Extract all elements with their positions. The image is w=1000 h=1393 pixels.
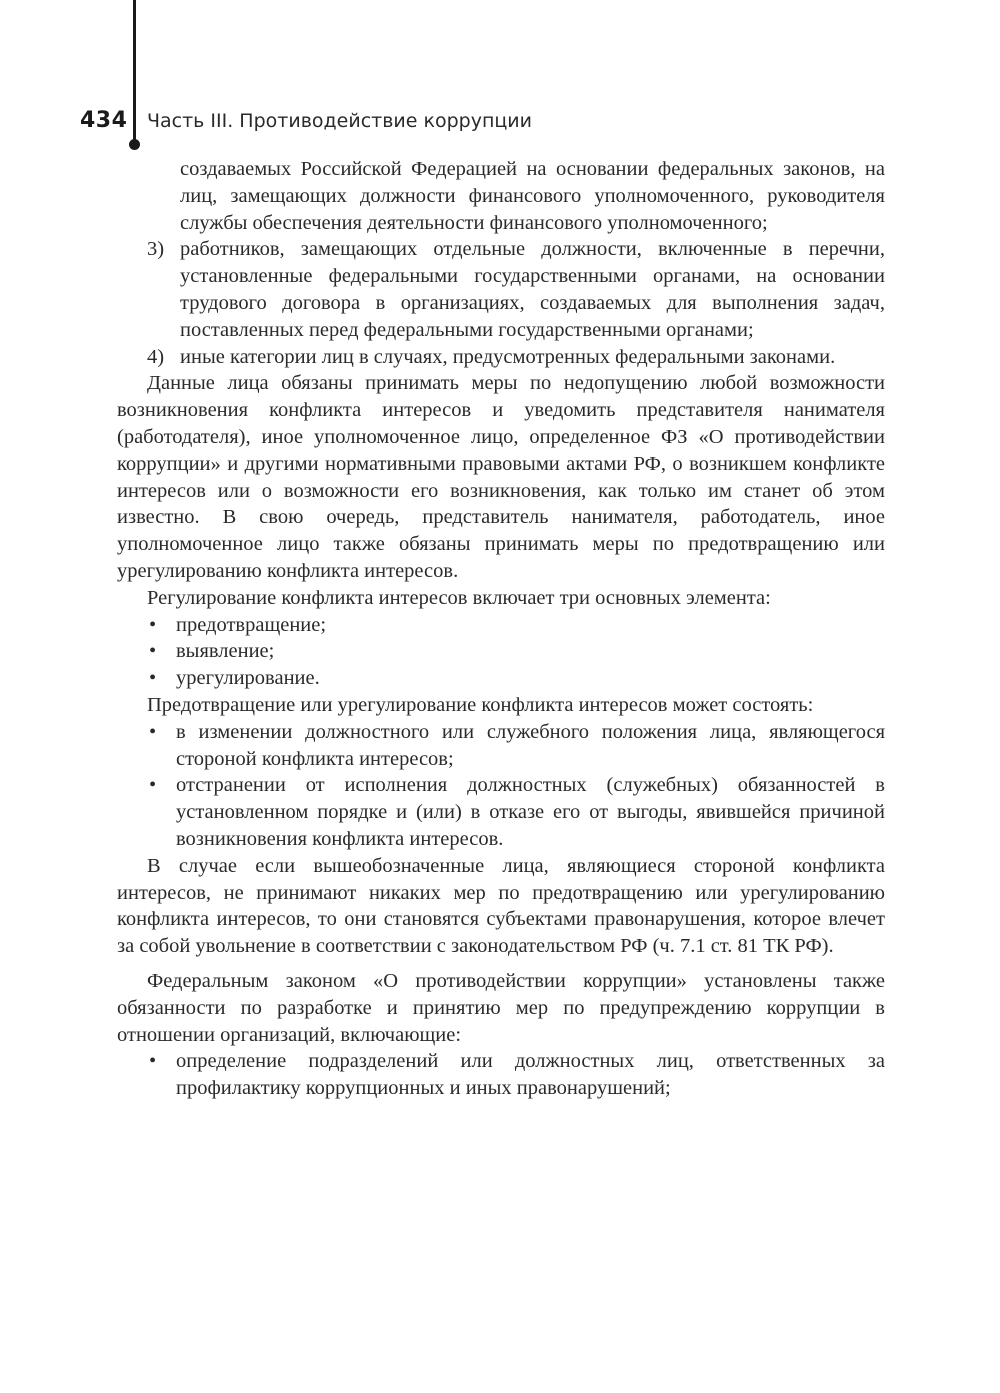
paragraph-federal-law: Федеральным законом «О противодействии коррупции» установлены также обязанности по разработке и принятию мер по предупреждению коррупции в отношении организаций, включающие: [117,969,885,1046]
numbered-item-3 [147,236,885,343]
paragraph-case: В случае если вышеобозначенные лица, являющиеся стороной конфликта интересов, не принимают никаких мер по предотвращению или урегулированию конфликта интересов, то они становятся субъектами правонарушения, которое влечет за собой увольнение в соответствии с законодательством РФ (ч. 7.1 ст. 81 ТК РФ). [117,854,885,958]
bullet-text: определение подразделений или должностных лиц, ответственных за профилактику коррупционных и иных правонарушений; [176,1050,885,1100]
paragraph-duties: Данные лица обязаны принимать меры по недопущению любой возможности возникновения конфликта интересов и уведомить представителя нанимателя (работодателя), иное уполномоченное лицо, определенное ФЗ «О противодействии коррупции» и другими нормативными правовыми актами РФ, о возникшем конфликте интересов или о возможности его возникновения, как только им станет об этом известно. В свою очередь, представитель нанимателя, работодатель, иное уполномоченное лицо также обязаны принимать меры по предотвращению или урегулированию конфликта интересов. [117,372,885,582]
bullet-text: выявление; [176,640,275,663]
continuation-text: создаваемых Российской Федерацией на основании федеральных законов, на лиц, замещающих должности финансового уполномоченного, руководителя службы обеспечения деятельности финансового уполномоченного; [180,158,885,234]
page-body [117,156,885,1102]
bullet-text: отстранении от исполнения должностных (служебных) обязанностей в установленном порядке и (или) в отказе его от выгоды, явившейся причиной возникновения конфликта интересов. [176,774,885,850]
bullet-item [147,719,885,773]
item-marker: 3) [147,238,165,261]
bullet-text: в изменении должностного или служебного положения лица, являющегося стороной конфликта интересов; [176,720,885,770]
bullet-text: урегулирование. [176,667,320,690]
bullet-item [147,1048,885,1102]
bullet-item [147,612,885,639]
page-number: 434 [80,108,128,133]
bullet-item [147,665,885,692]
bullet-icon: • [149,720,157,743]
item-text: работников, замещающих отдельные должности, включенные в перечни, установленные федеральными государственными органами, на основании трудового договора в организациях, создаваемых для выполнения задач, поставленных перед федеральными государственными органами; [180,238,885,341]
item-text: иные категории лиц в случаях, предусмотренных федеральными законами. [180,345,836,368]
bullet-icon: • [149,640,157,663]
bullet-icon: • [149,667,157,690]
paragraph-regulation: Регулирование конфликта интересов включает три основных элемента: [147,586,771,609]
bullet-icon: • [149,613,157,636]
numbered-item-4 [147,344,885,371]
bullet-item [147,638,885,665]
paragraph-prevention: Предотвращение или урегулирование конфликта интересов может состоять: [147,693,814,716]
bullet-text: предотвращение; [176,613,327,636]
bullet-icon: • [149,1050,157,1073]
running-head: Часть III. Противодействие коррупции [147,110,533,132]
margin-rule-dot [129,139,140,150]
margin-rule [133,0,136,143]
item-marker: 4) [147,345,165,368]
bullet-icon: • [149,774,157,797]
bullet-item [147,772,885,852]
